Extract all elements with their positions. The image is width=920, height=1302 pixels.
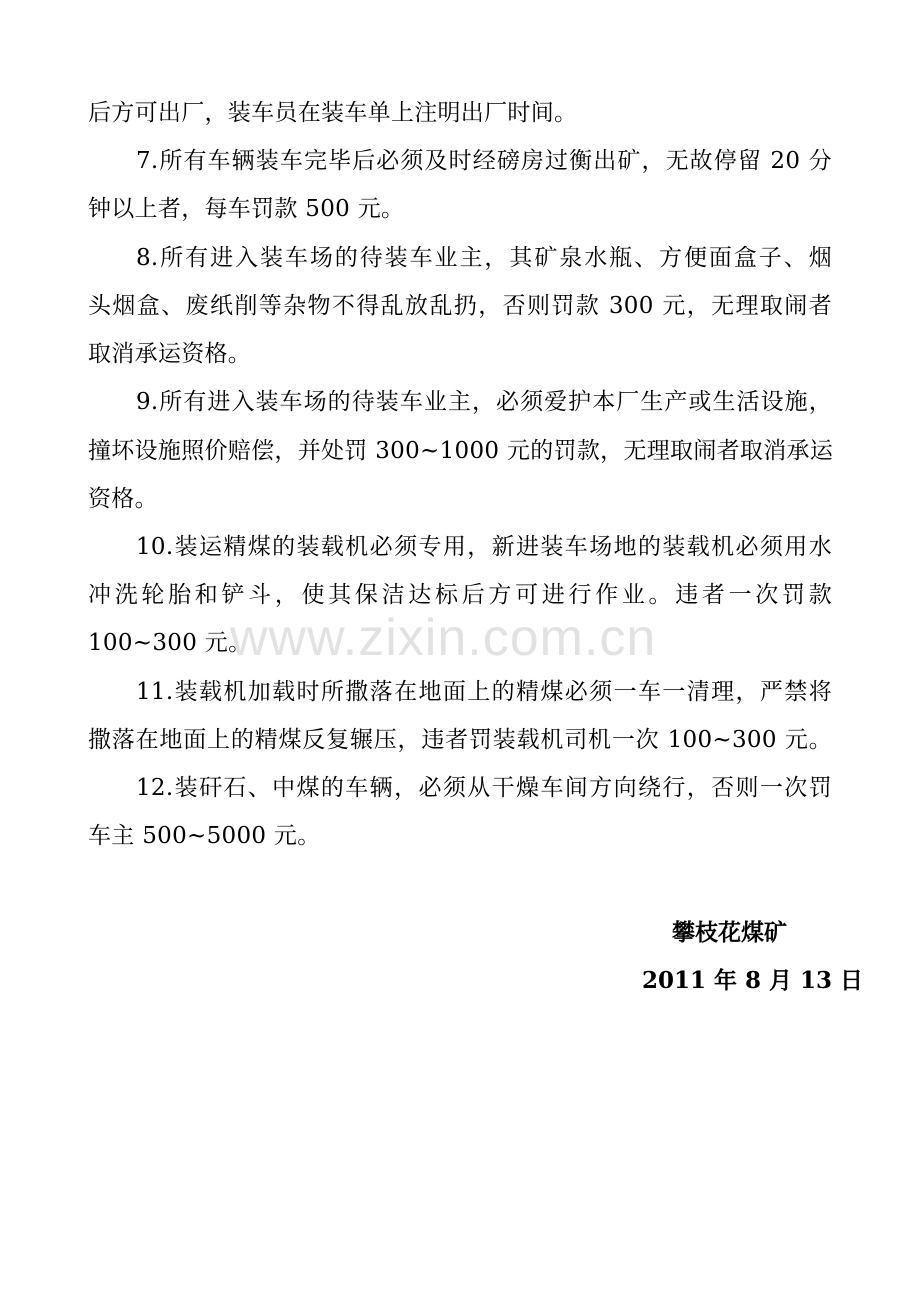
text-line: 撞坏设施照价赔偿，并处罚 300~1000 元的罚款，无理取闹者取消承运 <box>88 438 834 464</box>
text-line: 撒落在地面上的精煤反复辗压，违者罚装载机司机一次 100~300 元。 <box>88 727 832 753</box>
text-line: 7.所有车辆装车完毕后必须及时经磅房过衡出矿，无故停留 20 分 <box>136 148 832 174</box>
signature-organization: 攀枝花煤矿 <box>672 919 787 946</box>
text-line: 8.所有进入装车场的待装车业主，其矿泉水瓶、方便面盒子、烟 <box>136 245 832 271</box>
text-line: 车主 500~5000 元。 <box>88 823 321 849</box>
text-line: 12.装矸石、中煤的车辆，必须从干燥车间方向绕行，否则一次罚 <box>136 775 832 801</box>
text-line: 后方可出厂，装车员在装车单上注明出厂时间。 <box>88 100 578 126</box>
signature-date: 2011 年 8 月 13 日 <box>642 967 864 994</box>
text-line: 取消承运资格。 <box>88 341 252 367</box>
text-line: 头烟盒、废纸削等杂物不得乱放乱扔，否则罚款 300 元，无理取闹者 <box>88 293 832 319</box>
text-line: 11.装载机加载时所撒落在地面上的精煤必须一车一清理，严禁将 <box>136 679 832 705</box>
watermark: www.zixin.com.cn <box>230 609 657 667</box>
text-line: 冲洗轮胎和铲斗，使其保洁达标后方可进行作业。违者一次罚款 <box>88 582 832 608</box>
text-line: 100~300 元。 <box>88 630 252 656</box>
text-line: 钟以上者，每车罚款 500 元。 <box>88 196 405 222</box>
text-line: 9.所有进入装车场的待装车业主，必须爱护本厂生产或生活设施， <box>136 389 832 415</box>
text-line: 10.装运精煤的装载机必须专用，新进装车场地的装载机必须用水 <box>136 534 832 560</box>
text-line: 资格。 <box>88 486 158 512</box>
